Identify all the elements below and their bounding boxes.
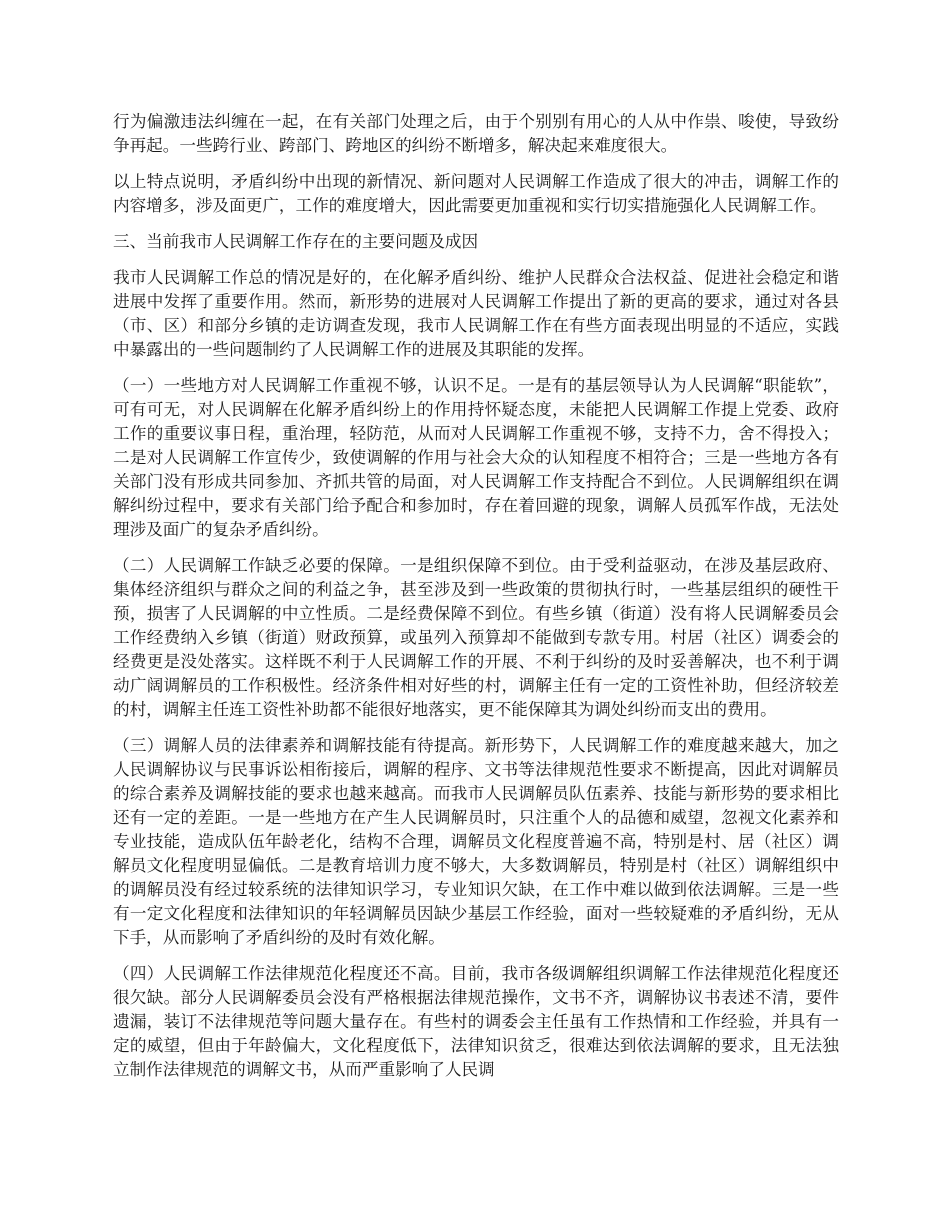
paragraph-issue-1: （一）一些地方对人民调解工作重视不够，认识不足。一是有的基层领导认为人民调解“职能软”，可有可无，对人民调解在化解矛盾纠纷上的作用持怀疑态度，未能把人民调解工作提上党委、政府工作的重要议事日程，重治理，轻防范，从而对人民调解工作重视不够，支持不力，舍不得投入；二是对人民调解工作宣传少，致使调解的作用与社会大众的认知程度不相符合；三是一些地方各有关部门没有形成共同参加、齐抓共管的局面，对人民调解工作支持配合不到位。人民调解组织在调解纠纷过程中，要求有关部门给予配合和参加时，存在着回避的现象，调解人员孤军作战，无法处理涉及面广的复杂矛盾纠纷。 <box>113 376 839 539</box>
paragraph-issue-2: （二）人民调解工作缺乏必要的保障。一是组织保障不到位。由于受利益驱动，在涉及基层政府、集体经济组织与群众之间的利益之争，甚至涉及到一些政策的贯彻执行时，一些基层组织的硬性干预，损害了人民调解的中立性质。二是经费保障不到位。有些乡镇（街道）没有将人民调解委员会工作经费纳入乡镇（街道）财政预算，或虽列入预算却不能做到专款专用。村居（社区）调委会的经费更是没处落实。这样既不利于人民调解工作的开展、不利于纠纷的及时妥善解决，也不利于调动广阔调解员的工作积极性。经济条件相对好些的村，调解主任有一定的工资性补助，但经济较差的村，调解主任连工资性补助都不能很好地落实，更不能保障其为调处纠纷而支出的费用。 <box>113 556 839 719</box>
paragraph-summary: 以上特点说明，矛盾纠纷中出现的新情况、新问题对人民调解工作造成了很大的冲击，调解工作的内容增多，涉及面更广，工作的难度增大，因此需要更加重视和实行切实措施强化人民调解工作。 <box>113 172 839 215</box>
paragraph-issue-3: （三）调解人员的法律素养和调解技能有待提高。新形势下，人民调解工作的难度越来越大，加之人民调解协议与民事诉讼相衔接后，调解的程序、文书等法律规范性要求不断提高，因此对调解员的综合素养及调解技能的要求也越来越高。而我市人民调解员队伍素养、技能与新形势的要求相比还有一定的差距。一是一些地方在产生人民调解员时，只注重个人的品德和威望，忽视文化素养和专业技能，造成队伍年龄老化，结构不合理，调解员文化程度普遍不高，特别是村、居（社区）调解员文化程度明显偏低。二是教育培训力度不够大，大多数调解员，特别是村（社区）调解组织中的调解员没有经过较系统的法律知识学习，专业知识欠缺，在工作中难以做到依法调解。三是一些有一定文化程度和法律知识的年轻调解员因缺少基层工作经验，面对一些较疑难的矛盾纠纷，无从下手，从而影响了矛盾纠纷的及时有效化解。 <box>113 736 839 947</box>
paragraph-continuation: 行为偏激违法纠缠在一起，在有关部门处理之后，由于个别别有用心的人从中作祟、唆使，导致纷争再起。一些跨行业、跨部门、跨地区的纠纷不断增多，解决起来难度很大。 <box>113 112 839 155</box>
paragraph-overview: 我市人民调解工作总的情况是好的，在化解矛盾纠纷、维护人民群众合法权益、促进社会稳定和谐进展中发挥了重要作用。然而，新形势的进展对人民调解工作提出了新的更高的要求，通过对各县（市、区）和部分乡镇的走访调查发现，我市人民调解工作在有些方面表现出明显的不适应，实践中暴露出的一些问题制约了人民调解工作的进展及其职能的发挥。 <box>113 268 839 359</box>
section-heading: 三、当前我市人民调解工作存在的主要问题及成因 <box>113 232 479 251</box>
paragraph-issue-4: （四）人民调解工作法律规范化程度还不高。目前，我市各级调解组织调解工作法律规范化程度还很欠缺。部分人民调解委员会没有严格根据法律规范操作，文书不齐，调解协议书表述不清，要件遗漏，装订不法律规范等问题大量存在。有些村的调委会主任虽有工作热情和工作经验，并具有一定的威望，但由于年龄偏大，文化程度低下，法律知识贫乏，很难达到依法调解的要求，且无法独立制作法律规范的调解文书，从而严重影响了人民调 <box>113 964 839 1079</box>
document-page <box>113 110 839 1094</box>
